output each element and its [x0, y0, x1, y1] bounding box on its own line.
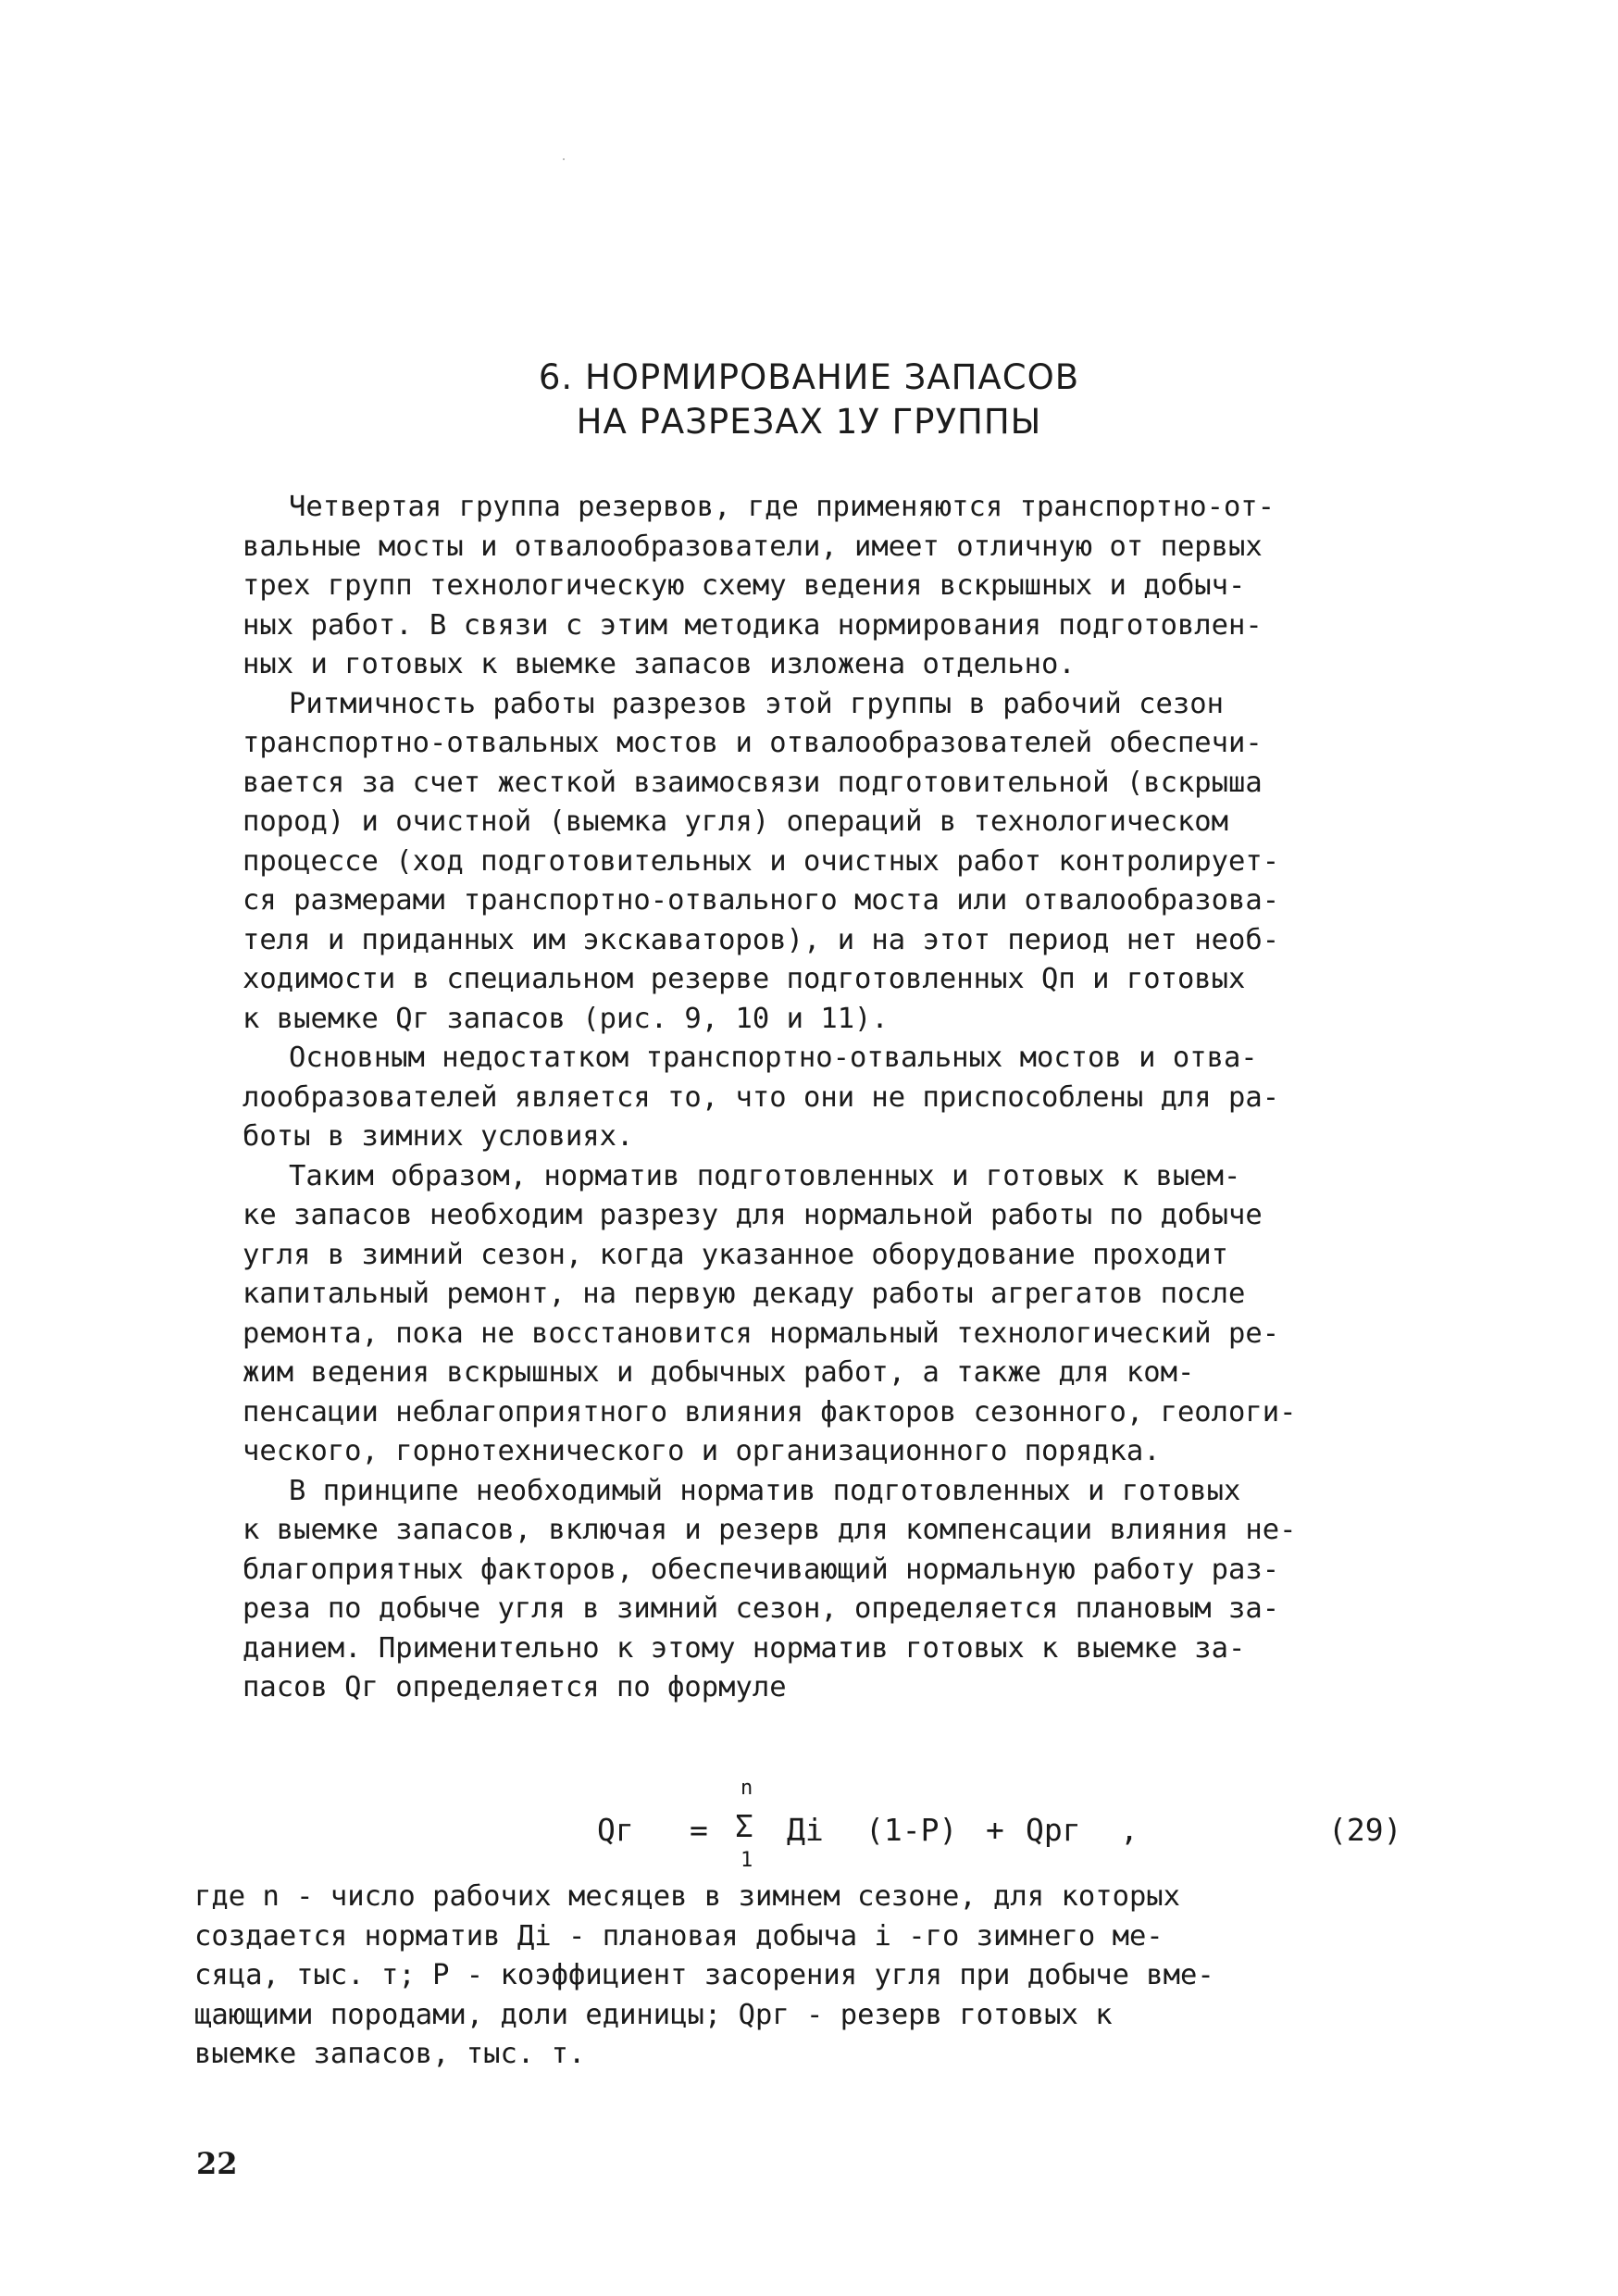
formula-comma: , — [1120, 1812, 1139, 1848]
formula-29 — [0, 1773, 1618, 1875]
formula-equals: = — [690, 1812, 708, 1848]
text-line: ных и готовых к выемке запасов изложена отдельно. — [243, 648, 1076, 680]
formula-factor: (1-P) — [865, 1812, 958, 1848]
text-line: ся размерами транспортно-отвального моста или отвалообразова- — [243, 884, 1280, 917]
text-line: пенсации неблагоприятного влияния факторов сезонного, геологи- — [243, 1395, 1297, 1429]
text-line: вальные мосты и отвалообразователи, имеет отличную от первых — [243, 530, 1263, 563]
text-line: ке запасов необходим разрезу для нормальной работы по добыче — [243, 1199, 1263, 1231]
page-number: 22 — [196, 2146, 238, 2181]
text-line: ческого, горнотехнического и организационного порядка. — [243, 1435, 1161, 1467]
text-line: Четвертая группа резервов, где применяются транспортно-от- — [289, 491, 1276, 523]
legend-line: сяца, тыс. т; P - коэффициент засорения угля при добыче вме- — [194, 1959, 1214, 1991]
text-line: боты в зимних условиях. — [243, 1120, 634, 1153]
text-line: к выемке запасов, включая и резерв для компенсации влияния не- — [243, 1514, 1297, 1546]
legend-line: щающими породами, доли единицы; Qрг - резерв готовых к — [194, 1998, 1113, 2031]
text-line: В принципе необходимый норматив подготовленных и готовых — [289, 1474, 1241, 1507]
text-line: транспортно-отвальных мостов и отвалообразователей обеспечи- — [243, 727, 1263, 759]
sum-lower-limit: 1 — [741, 1849, 753, 1872]
text-line: реза по добыче угля в зимний сезон, определяется плановым за- — [243, 1592, 1280, 1625]
section-title-line-1: 6. НОРМИРОВАНИЕ ЗАПАСОВ — [538, 357, 1080, 397]
text-line: Ритмичность работы разрезов этой группы в рабочий сезон — [289, 687, 1224, 720]
text-line: трех групп технологическую схему ведения вскрышных и добыч- — [243, 569, 1246, 602]
legend-line: создается норматив Дi - плановая добыча i -го зимнего ме- — [194, 1919, 1164, 1953]
scan-speck — [563, 158, 565, 160]
text-line: капитальный ремонт, на первую декаду работы агрегатов после — [243, 1278, 1246, 1310]
formula-number: (29) — [1328, 1812, 1402, 1848]
text-line: теля и приданных им экскаваторов), и на этот период нет необ- — [243, 923, 1280, 956]
formula-plus: + — [986, 1812, 1004, 1848]
text-line: ных работ. В связи с этим методика нормирования подготовлен- — [243, 608, 1263, 642]
text-line: пасов Qг определяется по формуле — [243, 1671, 787, 1703]
formula-term: Дi — [787, 1812, 824, 1848]
paragraph-2 — [243, 685, 1446, 1040]
paragraph-4 — [243, 1157, 1446, 1472]
body-text — [243, 488, 1446, 1708]
paragraph-5 — [243, 1472, 1446, 1708]
legend-line: где n - число рабочих месяцев в зимнем сезоне, для которых — [194, 1880, 1181, 1913]
section-title-line-2: НА РАЗРЕЗАХ 1У ГРУППЫ — [576, 402, 1042, 442]
text-line: лообразователей является то, что они не приспособлены для ра- — [243, 1080, 1280, 1114]
paragraph-1 — [243, 488, 1446, 685]
text-line: ремонта, пока не восстановится нормальный технологический ре- — [243, 1316, 1280, 1350]
formula-legend — [194, 1878, 1453, 2075]
text-line: ходимости в специальном резерве подготовленных Qп и готовых — [243, 963, 1246, 995]
text-line: Основным недостатком транспортно-отвальных мостов и отва- — [289, 1042, 1258, 1074]
sum-upper-limit: n — [741, 1777, 753, 1800]
sum-symbol: Σ — [735, 1808, 753, 1844]
text-line: данием. Применительно к этому норматив готовых к выемке за- — [243, 1631, 1246, 1665]
text-line: жим ведения вскрышных и добычных работ, а также для ком- — [243, 1356, 1195, 1389]
formula-reserve: Qрг — [1026, 1812, 1081, 1848]
text-line: пород) и очистной (выемка угля) операций в технологическом — [243, 805, 1229, 838]
paragraph-3 — [243, 1039, 1446, 1157]
text-line: процессе (ход подготовительных и очистных работ контролирует- — [243, 844, 1280, 878]
text-line: угля в зимний сезон, когда указанное оборудование проходит — [243, 1238, 1229, 1271]
legend-line: выемке запасов, тыс. т. — [194, 2038, 586, 2070]
formula-lhs: Qг — [597, 1812, 634, 1848]
text-line: к выемке Qг запасов (рис. 9, 10 и 11). — [243, 1002, 889, 1035]
text-line: благоприятных факторов, обеспечивающий нормальную работу раз- — [243, 1553, 1280, 1586]
text-line: Таким образом, норматив подготовленных и готовых к выем- — [289, 1159, 1241, 1192]
text-line: вается за счет жесткой взаимосвязи подготовительной (вскрыша — [243, 766, 1263, 799]
